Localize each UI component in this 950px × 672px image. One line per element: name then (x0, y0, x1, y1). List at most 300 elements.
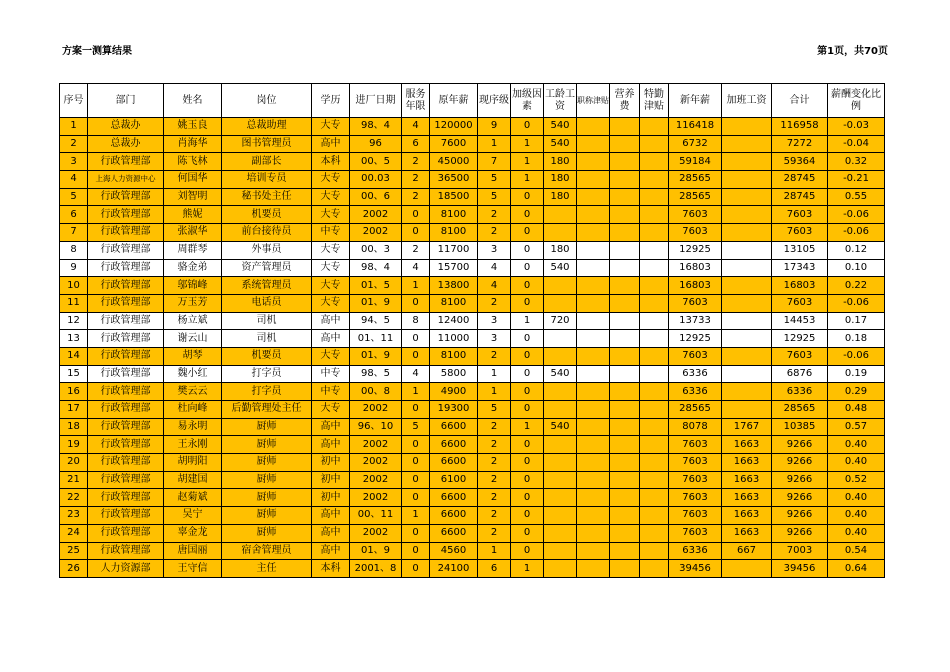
table-cell: 厨师 (222, 454, 312, 472)
table-cell (577, 436, 610, 454)
table-cell (640, 259, 669, 277)
table-cell: 7603 (772, 347, 828, 365)
table-cell: 96、10 (350, 418, 402, 436)
table-cell: 谢云山 (164, 330, 222, 348)
table-cell: -0.21 (828, 171, 885, 189)
table-cell: 行政管理部 (88, 524, 164, 542)
table-cell: 98、5 (350, 365, 402, 383)
table-cell (722, 312, 772, 330)
table-row (60, 454, 885, 472)
table-cell: 周群琴 (164, 241, 222, 259)
table-cell (640, 330, 669, 348)
table-cell: 18500 (430, 188, 478, 206)
table-cell: 行政管理部 (88, 241, 164, 259)
table-cell (610, 401, 640, 419)
table-cell (544, 277, 577, 295)
table-cell (722, 383, 772, 401)
table-cell: 9266 (772, 489, 828, 507)
table-cell: 1 (402, 277, 430, 295)
table-cell: 8100 (430, 206, 478, 224)
table-cell: 12925 (772, 330, 828, 348)
table-row (60, 560, 885, 578)
table-cell (544, 471, 577, 489)
table-cell: 0 (402, 206, 430, 224)
table-cell: 2 (402, 188, 430, 206)
table-cell (640, 524, 669, 542)
table-cell: 11 (60, 294, 88, 312)
table-cell: 116418 (669, 118, 722, 136)
table-cell: 01、9 (350, 347, 402, 365)
table-cell (577, 454, 610, 472)
table-cell: 杜向峰 (164, 401, 222, 419)
table-cell (722, 560, 772, 578)
table-cell: 樊云云 (164, 383, 222, 401)
table-cell: 1 (511, 560, 544, 578)
table-cell: 后勤管理处主任 (222, 401, 312, 419)
table-cell (610, 507, 640, 525)
table-cell: 行政管理部 (88, 224, 164, 242)
table-cell: 19300 (430, 401, 478, 419)
table-cell (722, 365, 772, 383)
table-cell: 6600 (430, 524, 478, 542)
table-cell: 28745 (772, 171, 828, 189)
table-cell: 2 (478, 224, 511, 242)
table-cell: 180 (544, 171, 577, 189)
table-cell: 杨立斌 (164, 312, 222, 330)
table-cell: 0.40 (828, 507, 885, 525)
table-cell (722, 135, 772, 153)
table-cell: 2 (478, 524, 511, 542)
table-cell: 01、9 (350, 542, 402, 560)
table-cell (722, 241, 772, 259)
table-row (60, 401, 885, 419)
table-cell: 8078 (669, 418, 722, 436)
table-cell: -0.06 (828, 224, 885, 242)
table-cell (544, 401, 577, 419)
table-cell: 厨师 (222, 471, 312, 489)
table-cell: 2 (478, 489, 511, 507)
table-row (60, 489, 885, 507)
table-cell: 7603 (669, 224, 722, 242)
table-cell: 0 (511, 454, 544, 472)
table-cell: 7603 (772, 294, 828, 312)
table-cell: 0.54 (828, 542, 885, 560)
table-cell (722, 188, 772, 206)
table-cell: 6600 (430, 454, 478, 472)
table-cell (640, 383, 669, 401)
table-cell: 540 (544, 365, 577, 383)
table-cell: 1663 (722, 471, 772, 489)
table-cell: 0.29 (828, 383, 885, 401)
table-cell (544, 206, 577, 224)
table-cell (544, 560, 577, 578)
table-cell: 0 (511, 259, 544, 277)
table-cell: 13105 (772, 241, 828, 259)
table-cell: 26 (60, 560, 88, 578)
table-cell (610, 294, 640, 312)
table-cell: 打字员 (222, 365, 312, 383)
table-cell: 00.03 (350, 171, 402, 189)
table-cell: 540 (544, 259, 577, 277)
table-cell: 1 (511, 171, 544, 189)
table-cell: 2002 (350, 471, 402, 489)
table-row (60, 507, 885, 525)
table-cell: 高中 (312, 135, 350, 153)
table-cell (640, 171, 669, 189)
table-cell (640, 401, 669, 419)
table-cell: 胡琴 (164, 347, 222, 365)
table-cell (722, 206, 772, 224)
table-cell (610, 277, 640, 295)
table-cell: 7603 (669, 294, 722, 312)
column-header: 原年薪 (430, 84, 478, 118)
table-cell: 行政管理部 (88, 383, 164, 401)
table-cell: 180 (544, 188, 577, 206)
table-cell (544, 542, 577, 560)
table-cell: 0.52 (828, 471, 885, 489)
table-row (60, 259, 885, 277)
table-cell (610, 524, 640, 542)
table-cell: 0 (511, 224, 544, 242)
table-cell: 高中 (312, 524, 350, 542)
table-cell (544, 383, 577, 401)
table-cell: 0 (511, 330, 544, 348)
table-cell: 0 (511, 365, 544, 383)
table-cell: 0.32 (828, 153, 885, 171)
table-row (60, 118, 885, 136)
table-cell: 大专 (312, 241, 350, 259)
table-cell: 中专 (312, 365, 350, 383)
table-cell (577, 560, 610, 578)
table-cell (722, 259, 772, 277)
table-cell (640, 347, 669, 365)
table-cell: 16803 (669, 259, 722, 277)
column-header: 岗位 (222, 84, 312, 118)
table-cell (577, 312, 610, 330)
table-cell: 邬锦峰 (164, 277, 222, 295)
table-cell (722, 224, 772, 242)
table-cell: 14453 (772, 312, 828, 330)
table-cell (577, 401, 610, 419)
table-cell: -0.06 (828, 206, 885, 224)
table-cell: 行政管理部 (88, 471, 164, 489)
table-cell: 9266 (772, 524, 828, 542)
table-cell: 2 (478, 507, 511, 525)
table-cell: 骆金弟 (164, 259, 222, 277)
table-cell (577, 277, 610, 295)
table-cell: 7603 (772, 206, 828, 224)
table-cell: 7603 (669, 489, 722, 507)
table-cell (544, 507, 577, 525)
table-cell (544, 436, 577, 454)
table-cell: 0 (511, 471, 544, 489)
table-cell: 7603 (669, 471, 722, 489)
table-cell: 9 (478, 118, 511, 136)
table-cell: 1663 (722, 436, 772, 454)
table-cell: 8 (60, 241, 88, 259)
table-cell: 主任 (222, 560, 312, 578)
table-cell: 7603 (669, 347, 722, 365)
table-cell: 16 (60, 383, 88, 401)
table-cell: 大专 (312, 294, 350, 312)
table-cell: 0.17 (828, 312, 885, 330)
table-cell: 0.22 (828, 277, 885, 295)
table-cell: 15 (60, 365, 88, 383)
table-cell: 行政管理部 (88, 347, 164, 365)
table-cell: 14 (60, 347, 88, 365)
table-cell: 7603 (669, 436, 722, 454)
table-header-row (60, 84, 885, 118)
table-cell: 17343 (772, 259, 828, 277)
table-cell: 上海人力资源中心 (88, 171, 164, 189)
table-cell (610, 188, 640, 206)
table-cell: 熊妮 (164, 206, 222, 224)
report-title: 方案一测算结果 (62, 46, 132, 57)
table-cell: 6336 (772, 383, 828, 401)
table-cell: 行政管理部 (88, 206, 164, 224)
table-cell (577, 241, 610, 259)
table-cell: 5 (478, 401, 511, 419)
table-cell: 0 (402, 401, 430, 419)
table-cell (610, 206, 640, 224)
table-cell: 12925 (669, 330, 722, 348)
table-cell: 7603 (669, 454, 722, 472)
table-cell: 0 (402, 330, 430, 348)
table-cell: 12400 (430, 312, 478, 330)
table-cell: 45000 (430, 153, 478, 171)
table-cell (577, 330, 610, 348)
table-cell (577, 365, 610, 383)
table-cell (577, 118, 610, 136)
table-cell: 1 (511, 135, 544, 153)
table-cell: 01、5 (350, 277, 402, 295)
table-cell: 1663 (722, 489, 772, 507)
table-cell: 2 (478, 206, 511, 224)
table-cell: 0 (511, 347, 544, 365)
table-cell: 28565 (669, 401, 722, 419)
table-cell: 高中 (312, 507, 350, 525)
table-cell: 1 (511, 312, 544, 330)
table-cell: 大专 (312, 118, 350, 136)
table-row (60, 418, 885, 436)
table-cell: 7603 (772, 224, 828, 242)
table-cell: 张淑华 (164, 224, 222, 242)
table-cell (610, 418, 640, 436)
table-cell: 电话员 (222, 294, 312, 312)
table-cell: 94、5 (350, 312, 402, 330)
table-cell: 0 (402, 489, 430, 507)
table-cell: 4 (402, 118, 430, 136)
table-cell: 总裁助理 (222, 118, 312, 136)
table-cell: 王守信 (164, 560, 222, 578)
table-cell: 0.64 (828, 560, 885, 578)
table-cell: 2002 (350, 524, 402, 542)
table-cell: 肖海华 (164, 135, 222, 153)
table-cell: 7 (478, 153, 511, 171)
table-cell: 0.48 (828, 401, 885, 419)
table-cell: 机要员 (222, 347, 312, 365)
table-cell: 魏小红 (164, 365, 222, 383)
table-cell: 赵菊斌 (164, 489, 222, 507)
table-cell: 0 (402, 471, 430, 489)
table-cell: 4 (478, 259, 511, 277)
table-cell: 0.19 (828, 365, 885, 383)
table-cell: 2 (478, 436, 511, 454)
table-cell: 1 (478, 383, 511, 401)
table-row (60, 471, 885, 489)
table-cell: 98、4 (350, 118, 402, 136)
table-cell (640, 507, 669, 525)
table-cell: 前台接待员 (222, 224, 312, 242)
table-cell: 24100 (430, 560, 478, 578)
table-cell: 540 (544, 118, 577, 136)
table-cell: 1663 (722, 507, 772, 525)
table-cell: 高中 (312, 418, 350, 436)
table-cell: 96 (350, 135, 402, 153)
table-cell: 0.18 (828, 330, 885, 348)
table-cell: 厨师 (222, 489, 312, 507)
table-cell: 116958 (772, 118, 828, 136)
table-cell: 19 (60, 436, 88, 454)
table-cell: 6 (402, 135, 430, 153)
table-cell: 何国华 (164, 171, 222, 189)
table-cell: 0.10 (828, 259, 885, 277)
table-cell: 外事员 (222, 241, 312, 259)
table-cell (722, 118, 772, 136)
table-cell (610, 312, 640, 330)
table-cell: 180 (544, 241, 577, 259)
table-row (60, 542, 885, 560)
table-cell (577, 542, 610, 560)
table-cell: 59364 (772, 153, 828, 171)
table-cell: 行政管理部 (88, 507, 164, 525)
table-cell: 辜金龙 (164, 524, 222, 542)
table-cell: 17 (60, 401, 88, 419)
table-cell: 7603 (669, 206, 722, 224)
table-cell: 0 (511, 118, 544, 136)
table-cell: 23 (60, 507, 88, 525)
column-header: 新年薪 (669, 84, 722, 118)
table-cell: 厨师 (222, 524, 312, 542)
column-header: 加班工资 (722, 84, 772, 118)
table-cell: 高中 (312, 542, 350, 560)
table-cell: 高中 (312, 436, 350, 454)
table-cell: 5 (60, 188, 88, 206)
table-cell: 陈飞林 (164, 153, 222, 171)
table-cell (640, 436, 669, 454)
table-cell: 6600 (430, 418, 478, 436)
table-cell (610, 171, 640, 189)
table-cell (640, 224, 669, 242)
table-cell (722, 330, 772, 348)
table-cell: 行政管理部 (88, 365, 164, 383)
table-cell: 0 (511, 383, 544, 401)
table-cell: 4 (60, 171, 88, 189)
table-cell: 2 (402, 171, 430, 189)
table-cell: 2 (478, 294, 511, 312)
table-cell: 宿舍管理员 (222, 542, 312, 560)
table-cell (640, 471, 669, 489)
table-cell (577, 524, 610, 542)
table-row (60, 224, 885, 242)
table-cell: 0 (402, 560, 430, 578)
table-cell: 0 (402, 524, 430, 542)
table-row (60, 294, 885, 312)
table-cell: 8100 (430, 294, 478, 312)
table-cell (640, 294, 669, 312)
table-cell (610, 241, 640, 259)
table-cell: 初中 (312, 454, 350, 472)
table-cell: 6876 (772, 365, 828, 383)
table-cell: 2002 (350, 436, 402, 454)
table-cell: -0.06 (828, 347, 885, 365)
table-cell: 资产管理员 (222, 259, 312, 277)
table-row (60, 365, 885, 383)
column-header: 进厂日期 (350, 84, 402, 118)
table-cell: 3 (60, 153, 88, 171)
table-cell: 00、6 (350, 188, 402, 206)
table-cell: 大专 (312, 259, 350, 277)
table-cell (640, 118, 669, 136)
table-cell (640, 489, 669, 507)
table-cell: 13 (60, 330, 88, 348)
table-cell: 0 (402, 347, 430, 365)
table-cell: 高中 (312, 330, 350, 348)
table-cell: 10385 (772, 418, 828, 436)
table-cell: 0 (511, 524, 544, 542)
table-cell: 7272 (772, 135, 828, 153)
table-cell: 行政管理部 (88, 436, 164, 454)
table-cell (577, 489, 610, 507)
table-cell: 6600 (430, 436, 478, 454)
table-cell: 00、5 (350, 153, 402, 171)
column-header: 加级因素 (511, 84, 544, 118)
table-cell: 24 (60, 524, 88, 542)
table-cell: 1767 (722, 418, 772, 436)
table-cell (640, 188, 669, 206)
table-cell (544, 347, 577, 365)
table-cell: 行政管理部 (88, 277, 164, 295)
table-cell: 16803 (772, 277, 828, 295)
table-cell: 3 (478, 330, 511, 348)
table-cell: -0.04 (828, 135, 885, 153)
table-cell: 720 (544, 312, 577, 330)
table-cell: 120000 (430, 118, 478, 136)
table-cell: 唐国丽 (164, 542, 222, 560)
table-cell: 8100 (430, 347, 478, 365)
column-header: 序号 (60, 84, 88, 118)
column-header: 部门 (88, 84, 164, 118)
table-cell: 6336 (669, 383, 722, 401)
table-cell: 0 (402, 436, 430, 454)
table-cell: 25 (60, 542, 88, 560)
table-cell: -0.03 (828, 118, 885, 136)
table-cell (640, 206, 669, 224)
table-cell: 9266 (772, 471, 828, 489)
table-row (60, 206, 885, 224)
table-cell: 机要员 (222, 206, 312, 224)
table-row (60, 347, 885, 365)
table-cell: 8 (402, 312, 430, 330)
table-cell: 初中 (312, 489, 350, 507)
table-cell: 厨师 (222, 418, 312, 436)
table-cell: 2002 (350, 224, 402, 242)
table-cell (722, 153, 772, 171)
table-row (60, 330, 885, 348)
table-cell: 初中 (312, 471, 350, 489)
table-cell: 0 (511, 507, 544, 525)
table-cell (722, 277, 772, 295)
